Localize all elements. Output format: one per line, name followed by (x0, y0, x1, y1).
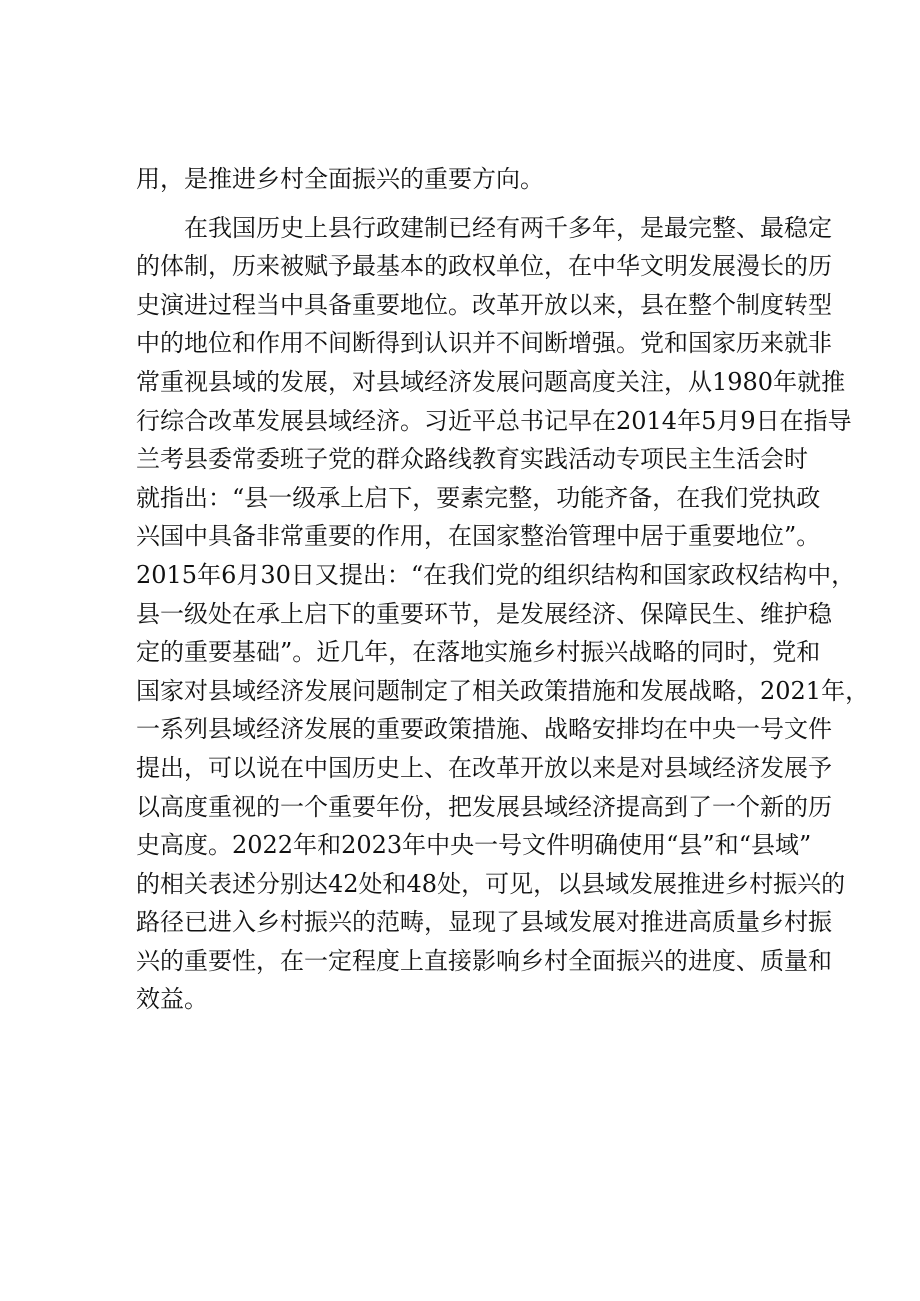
text-line: 国家对县域经济发展问题制定了相关政策措施和发展战略，2021年， (136, 676, 870, 705)
paragraph-1 (136, 160, 800, 199)
text-line: 县一级处在承上启下的重要环节，是发展经济、保障民生、维护稳 (136, 599, 832, 628)
text-line: 中的地位和作用不间断得到认识并不间断增强。党和国家历来就非 (136, 329, 832, 358)
text-line: 在我国历史上县行政建制已经有两千多年，是最完整、最稳定 (136, 213, 832, 242)
text-line: 兴国中具备非常重要的作用，在国家整治管理中居于重要地位”。 (136, 522, 821, 551)
text-line: 史高度。2022年和2023年中央一号文件明确使用“县”和“县域” (136, 831, 812, 860)
text-line: 定的重要基础”。近几年，在落地实施乡村振兴战略的同时，党和 (136, 638, 821, 667)
paragraph-2 (136, 209, 870, 1019)
text-line: 行综合改革发展县域经济。习近平总书记早在2014年5月9日在指导 (136, 406, 852, 435)
text-line: 的体制，历来被赋予最基本的政权单位，在中华文明发展漫长的历 (136, 252, 832, 281)
text-line: 提出，可以说在中国历史上、在改革开放以来是对县域经济发展予 (136, 753, 832, 782)
text-line: 常重视县域的发展，对县域经济发展问题高度关注，从1980年就推 (136, 367, 846, 396)
text-line: 兰考县委常委班子党的群众路线教育实践活动专项民主生活会时 (136, 445, 808, 474)
body-text (136, 160, 870, 1019)
text-line: 以高度重视的一个重要年份，把发展县域经济提高到了一个新的历 (136, 792, 832, 821)
text-line: 就指出：“县一级承上启下，要素完整，功能齐备，在我们党执政 (136, 483, 821, 512)
text-line: 效益。 (136, 985, 208, 1014)
text-line: 史演进过程当中具备重要地位。改革开放以来，县在整个制度转型 (136, 290, 832, 319)
text-line: 的相关表述分别达42处和48处，可见，以县域发展推进乡村振兴的 (136, 869, 846, 898)
text-line: 一系列县域经济发展的重要政策措施、战略安排均在中央一号文件 (136, 715, 832, 744)
text-line: 路径已进入乡村振兴的范畴，显现了县域发展对推进高质量乡村振 (136, 908, 832, 937)
text-line: 用，是推进乡村全面振兴的重要方向。 (136, 165, 544, 193)
text-line: 2015年6月30日又提出：“在我们党的组织结构和国家政权结构中， (136, 560, 856, 589)
text-line: 兴的重要性，在一定程度上直接影响乡村全面振兴的进度、质量和 (136, 946, 832, 975)
